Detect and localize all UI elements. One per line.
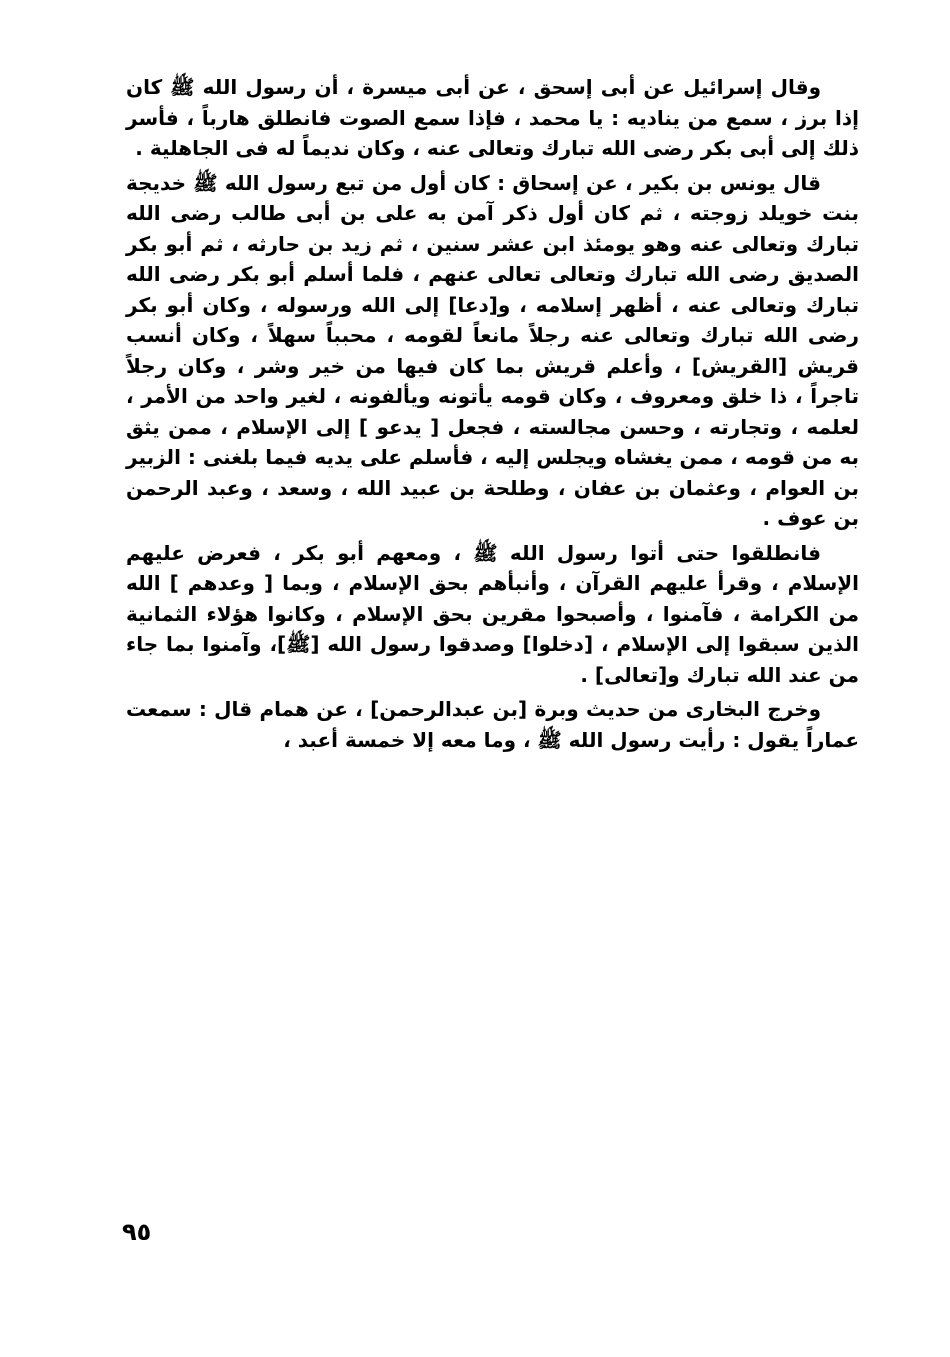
- paragraph-2: قال يونس بن بكير ، عن إسحاق : كان أول من تبع رسول الله ﷺ خديجة بنت خويلد زوجته ، ثم كان أول ذكر آمن به على بن أبى طالب رضى الله تبارك وتعالى عنه وهو يومئذ ابن عشر سنين ، ثم زيد بن حارثه ، ثم أبو بكر الصديق رضى الله تبارك وتعالى تعالى عنهم ، فلما أسلم أبو بكر رضى الله تبارك وتعالى عنه ، أظهر إسلامه ، و[دعا] إلى الله ورسوله ، وكان أبو بكر رضى الله تبارك وتعالى عنه رجلاً مانعاً لقومه ، محبباً سهلاً ، وكان أنسب قريش [القريش] ، وأعلم قريش بما كان فيها من خير وشر ، وكان رجلاً تاجراً ، ذا خلق ومعروف ، وكان قومه يأتونه ويألفونه ، لغير واحد من الأمر ، لعلمه ، وتجارته ، وحسن مجالسته ، فجعل [ يدعو ] إلى الإسلام ، ممن يثق به من قومه ، ممن يغشاه ويجلس إليه ، فأسلم على يديه فيما بلغنى : الزبير بن العوام ، وعثمان بن عفان ، وطلحة بن عبيد الله ، وسعد ، وعبد الرحمن بن عوف .: [126, 170, 859, 530]
- paragraph-4: وخرج البخارى من حديث وبرة [بن عبدالرحمن] ، عن همام قال : سمعت عماراً يقول : رأيت رسول الله ﷺ ، وما معه إلا خمسة أعبد ،: [126, 697, 859, 752]
- paragraph-3: فانطلقوا حتى أتوا رسول الله ﷺ ، ومعهم أبو بكر ، فعرض عليهم الإسلام ، وقرأ عليهم القرآن ، وأنبأهم بحق الإسلام ، وبما [ وعدهم ] الله من الكرامة ، فآمنوا ، وأصبحوا مقرين بحق الإسلام ، وكانوا هؤلاء الثمانية الذين سبقوا إلى الإسلام ، [دخلوا] وصدقوا رسول الله [ﷺ]، وآمنوا بما جاء من عند الله تبارك و[تعالى] .: [126, 540, 859, 687]
- paragraph-1: وقال إسرائيل عن أبى إسحق ، عن أبى ميسرة ، أن رسول الله ﷺ كان إذا برز ، سمع من يناديه : يا محمد ، فإذا سمع الصوت فانطلق هارباً ، فأسر ذلك إلى أبى بكر رضى الله تبارك وتعالى عنه ، وكان نديماً له فى الجاهلية .: [126, 75, 859, 160]
- page-number: ٩٥: [122, 1218, 152, 1246]
- page-text-body: [126, 72, 859, 759]
